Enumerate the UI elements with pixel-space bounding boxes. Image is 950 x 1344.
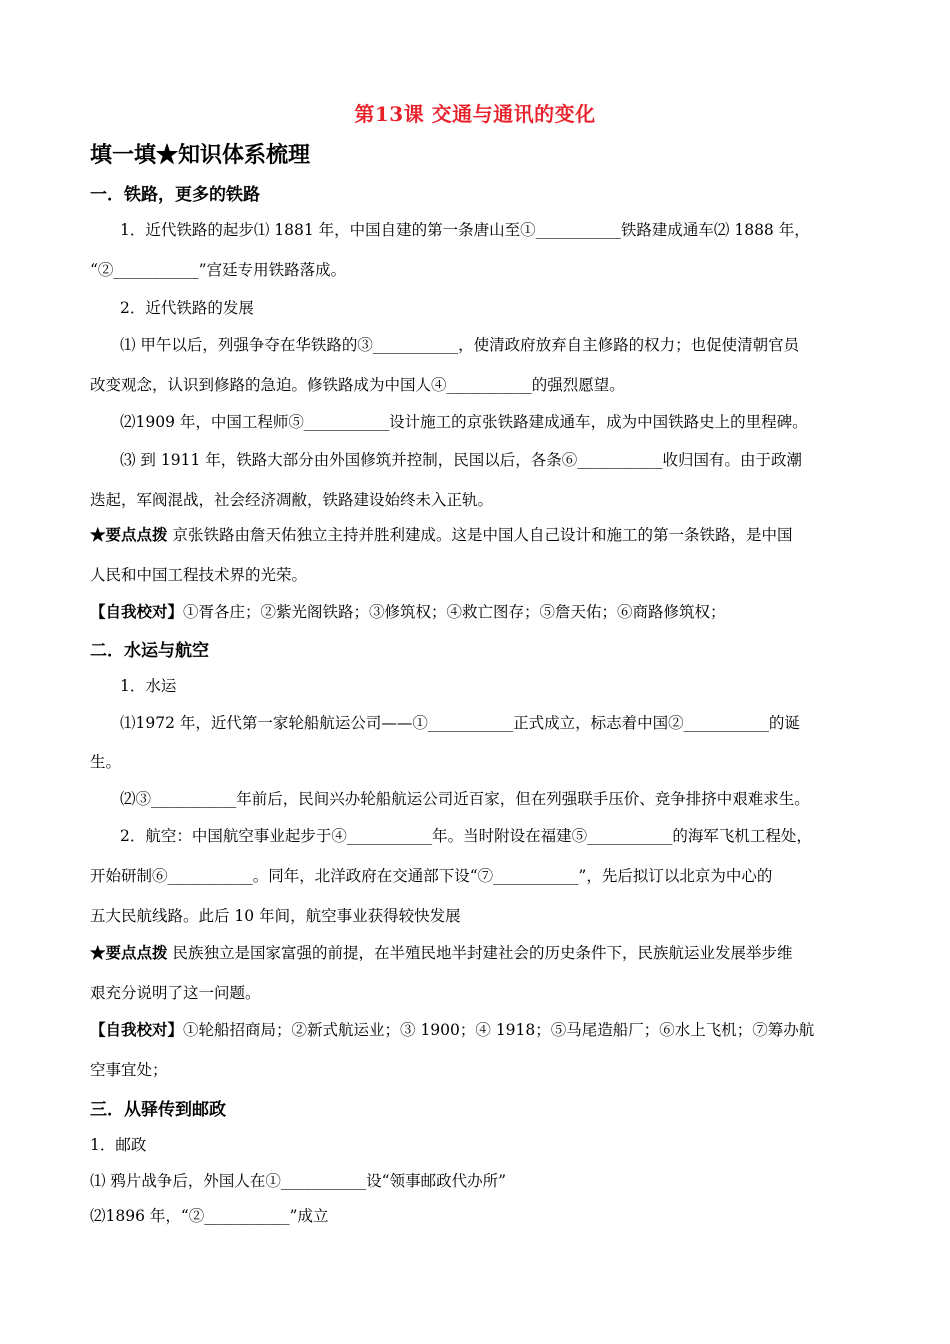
s2-check <box>90 1018 862 1040</box>
s2-heading: 二．水运与航空 <box>90 641 209 661</box>
s1-heading: 一．铁路，更多的铁路 <box>90 185 260 205</box>
s1-line-2: “②___________”宫廷专用铁路落成。 <box>90 261 347 279</box>
s2-tip-text-2: 艰充分说明了这一问题。 <box>90 984 261 1002</box>
s2-check-answers-1: ①轮船招商局；②新式航运业；③ 1900；④ 1918；⑤马尾造船厂；⑥水上飞机；⑦筹办航 <box>183 1021 815 1039</box>
s1-line-1: 1．近代铁路的起步⑴ 1881 年，中国自建的第一条唐山至①___________铁路建成通车⑵ 1888 年， <box>120 221 810 239</box>
s3-line-1: 1．邮政 <box>90 1136 147 1154</box>
s1-line-3: 2．近代铁路的发展 <box>120 299 254 317</box>
s2-line-1: 1．水运 <box>120 677 177 695</box>
s1-tip <box>90 523 862 545</box>
s2-line-4: ⑵③___________年前后，民间兴办轮船航运公司近百家，但在列强联手压价、竞争排挤中艰难求生。 <box>120 790 810 808</box>
s1-check <box>90 600 862 622</box>
s2-tip <box>90 941 862 963</box>
s2-line-5: 2．航空：中国航空事业起步于④___________年。当时附设在福建⑤___________的海军飞机工程处， <box>120 827 812 845</box>
s2-line-6: 开始研制⑥___________。同年，北洋政府在交通部下设“⑦___________”，先后拟订以北京为中心的 <box>90 867 773 885</box>
s2-line-7: 五大民航线路。此后 10 年间，航空事业获得较快发展 <box>90 907 461 925</box>
s1-check-answers: ①胥各庄；②紫光阁铁路；③修筑权；④救亡图存；⑤詹天佑；⑥商路修筑权； <box>183 603 726 621</box>
s2-line-2: ⑴1972 年，近代第一家轮船航运公司——①___________正式成立，标志着中国②___________的诞 <box>120 714 800 732</box>
s2-tip-label: ★要点点拨 <box>90 943 168 962</box>
s2-check-answers-2: 空事宜处； <box>90 1061 168 1079</box>
s1-line-7: ⑶ 到 1911 年，铁路大部分由外国修筑并控制，民国以后，各条⑥___________收归国有。由于政潮 <box>120 451 802 469</box>
s1-line-4: ⑴ 甲午以后，列强争夺在华铁路的③___________，使清政府放弃自主修路的权力；也促使清朝官员 <box>120 336 800 354</box>
s1-tip-text-2: 人民和中国工程技术界的光荣。 <box>90 566 308 584</box>
s2-line-3: 生。 <box>90 753 122 771</box>
s3-line-2: ⑴ 鸦片战争后，外国人在①___________设“领事邮政代办所” <box>90 1172 507 1190</box>
s2-check-label: 【自我校对】 <box>90 1020 184 1039</box>
s1-tip-text-1: 京张铁路由詹天佑独立主持并胜利建成。这是中国人自己设计和施工的第一条铁路，是中国 <box>167 526 793 544</box>
s1-line-6: ⑵1909 年，中国工程师⑤___________设计施工的京张铁路建成通车，成为中国铁路史上的里程碑。 <box>120 413 808 431</box>
section-heading: 填一填★知识体系梳理 <box>90 142 311 168</box>
s3-line-3: ⑵1896 年，“②___________”成立 <box>90 1207 329 1225</box>
s1-line-8: 迭起，军阀混战，社会经济凋敝，铁路建设始终未入正轨。 <box>90 491 494 509</box>
s1-line-5: 改变观念，认识到修路的急迫。修铁路成为中国人④___________的强烈愿望。 <box>90 376 625 394</box>
s1-check-label: 【自我校对】 <box>90 602 184 621</box>
s2-tip-text-1: 民族独立是国家富强的前提，在半殖民地半封建社会的历史条件下，民族航运业发展举步维 <box>167 944 793 962</box>
s1-tip-label: ★要点点拨 <box>90 525 168 544</box>
lesson-title: 第13课 交通与通讯的变化 <box>354 102 596 126</box>
s3-heading: 三．从驿传到邮政 <box>90 1100 226 1120</box>
